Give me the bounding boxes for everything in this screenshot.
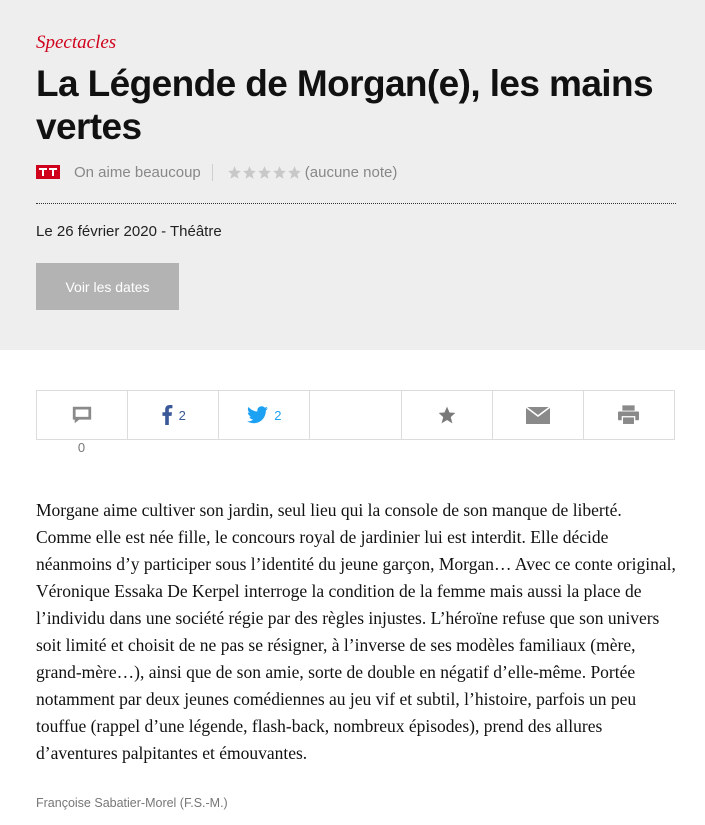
star-rating (227, 162, 302, 182)
facebook-icon (161, 405, 173, 425)
rating-text: (aucune note) (304, 163, 398, 181)
star-icon (287, 165, 302, 180)
share-bar (36, 390, 675, 440)
email-share-button[interactable] (493, 391, 584, 439)
favorite-button[interactable] (402, 391, 493, 439)
star-icon (272, 165, 287, 180)
twitter-count: 2 (274, 407, 282, 423)
twitter-icon (247, 406, 268, 424)
star-icon (227, 165, 242, 180)
article-body: Morgane aime cultiver son jardin, seul lieu qui la console de son manque de liberté. Comme elle est née fille, le concours royal de jardinier lui est interdit. Elle décide néanmoins d’y participer sous l’identité du jeune garçon, Morgan… Avec ce conte original, Véronique Essaka De Kerpel interroge la condition de la femme mais aussi la place de l’individu dans une société régie par des règles injustes. L’héroïne refuse que son univers soit limité et choisit de ne pas se résigner, à l’inverse de ses modèles familiaux (mère, grand-mère…), ainsi que de son amie, sorte de double en négatif d’elle-même. Portée notamment par deux jeunes comédiennes au jeu vif et subtil, l’histoire, parfois un peu touffue (rappel d’une légende, flash-back, nombreux épisodes), prend des allures d’aventures palpitantes et émouvantes. (36, 500, 676, 763)
author-credit: Françoise Sabatier-Morel (F.S.-M.) (36, 796, 228, 810)
star-icon (242, 165, 257, 180)
article-header (0, 0, 705, 350)
share-empty-slot (310, 391, 401, 439)
print-button[interactable] (584, 391, 674, 439)
page-title: La Légende de Morgan(e), les mains vertes (36, 63, 653, 147)
print-icon (618, 405, 639, 425)
rating-separator (212, 164, 213, 181)
twitter-share-button[interactable] (219, 391, 310, 439)
rating-row (36, 160, 676, 184)
facebook-count: 2 (178, 407, 186, 423)
appreciation-text: On aime beaucoup (74, 163, 201, 181)
star-icon (257, 165, 272, 180)
facebook-share-button[interactable] (128, 391, 219, 439)
star-icon (437, 405, 457, 425)
see-dates-button[interactable]: Voir les dates (36, 263, 179, 310)
comments-button[interactable] (37, 391, 128, 439)
comment-icon (71, 404, 93, 426)
divider (36, 203, 676, 204)
category-label[interactable]: Spectacles (36, 32, 117, 53)
date-line: Le 26 février 2020 - Théâtre (36, 223, 222, 240)
email-icon (526, 407, 550, 424)
tt-logo-icon (36, 165, 60, 180)
comments-count: 0 (77, 440, 86, 455)
